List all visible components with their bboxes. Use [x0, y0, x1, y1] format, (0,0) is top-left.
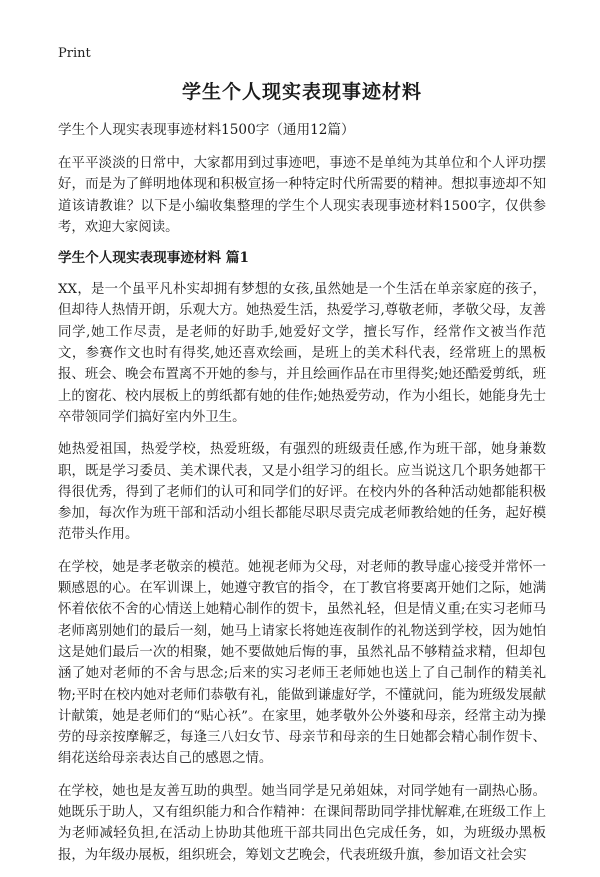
body-paragraph-1: XX，是一个虽平凡朴实却拥有梦想的女孩,虽然她是一个生活在单亲家庭的孩子，但却待人热情开朗，乐观大方。她热爱生活，热爱学习,尊敬老师，孝敬父母，友善同学,她工作尽责，是老师的好助手,她爱好文学，擅长写作，经常作文被当作范文，参赛作文也时有得奖,她还喜欢绘画，是班上的美术科代表，经常班上的黑板报、班会、晚会布置离不开她的参与，并且绘画作品在市里得奖;她还酷爱剪纸，班上的窗花、校内展板上的剪纸都有她的佳作;她热爱劳动，作为小组长，她能身先士卒带领同学们搞好室内外卫生。 [58, 282, 546, 425]
print-link[interactable]: Print [58, 46, 91, 61]
document-subtitle: 学生个人现实表现事迹材料1500字（通用12篇） [58, 122, 355, 138]
section-heading: 学生个人现实表现事迹材料 篇1 [58, 250, 249, 267]
body-paragraph-3: 在学校，她是孝老敬亲的模范。她视老师为父母，对老师的教导虚心接受并常怀一颗感恩的心。在军训课上，她遵守教官的指令，在丁教官将要离开她们之际，她满怀着依依不舍的心情送上她精心制作的贺卡，虽然礼轻，但是情义重;在实习老师马老师离别她们的最后一刻，她马上请家长将她连夜制作的礼物送到学校，因为她怕这是她们最后一次的相聚，她不要做她后悔的事，虽然礼品不够精益求精，但却包涵了她对老师的不舍与思念;后来的实习老师王老师她也送上了自己制作的精美礼物;平时在校内她对老师们恭敬有礼，能做到谦虚好学，不懂就问，能为班级发展献计献策，她是老师们的“贴心袄”。在家里，她孝敬外公外婆和母亲，经常主动为操劳的母亲按摩解乏，每逢三八妇女节、母亲节和母亲的生日她都会精心制作贺卡、绢花送给母亲表达自己的感恩之情。 [58, 559, 546, 767]
page-title: 学生个人现实表现事迹材料 [181, 81, 422, 103]
document-body [58, 80, 546, 877]
body-paragraph-4: 在学校，她也是友善互助的典型。她当同学是兄弟姐妹，对同学她有一副热心肠。她既乐于助人，又有组织能力和合作精神：在课间帮助同学排忧解难,在班级工作上为老师减轻负担,在活动上协助其他班干部共同出色完成任务，如，为班级办黑板报，为年级办展板，组织班会，筹划文艺晚会，代表班级升旗，参加语文社会实 [58, 783, 546, 863]
intro-paragraph: 在平平淡淡的日常中，大家都用到过事迹吧，事迹不是单纯为其单位和个人评功摆好，而是为了鲜明地体现和积极宣扬一种特定时代所需要的精神。想拟事迹却不知道该请教谁？以下是小编收集整理的学生个人现实表现事迹材料1500字，仅供参考，欢迎大家阅读。 [58, 156, 546, 235]
body-paragraph-2: 她热爱祖国，热爱学校，热爱班级，有强烈的班级责任感,作为班干部，她身兼数职，既是学习委员、美术课代表，又是小组学习的组长。应当说这几个职务她都干得很优秀，得到了老师们的认可和同学们的好评。在校内外的各种活动她都能积极参加，每次作为班干部和活动小组长都能尽职尽责完成老师教给她的任务，起好模范带头作用。 [58, 442, 546, 543]
